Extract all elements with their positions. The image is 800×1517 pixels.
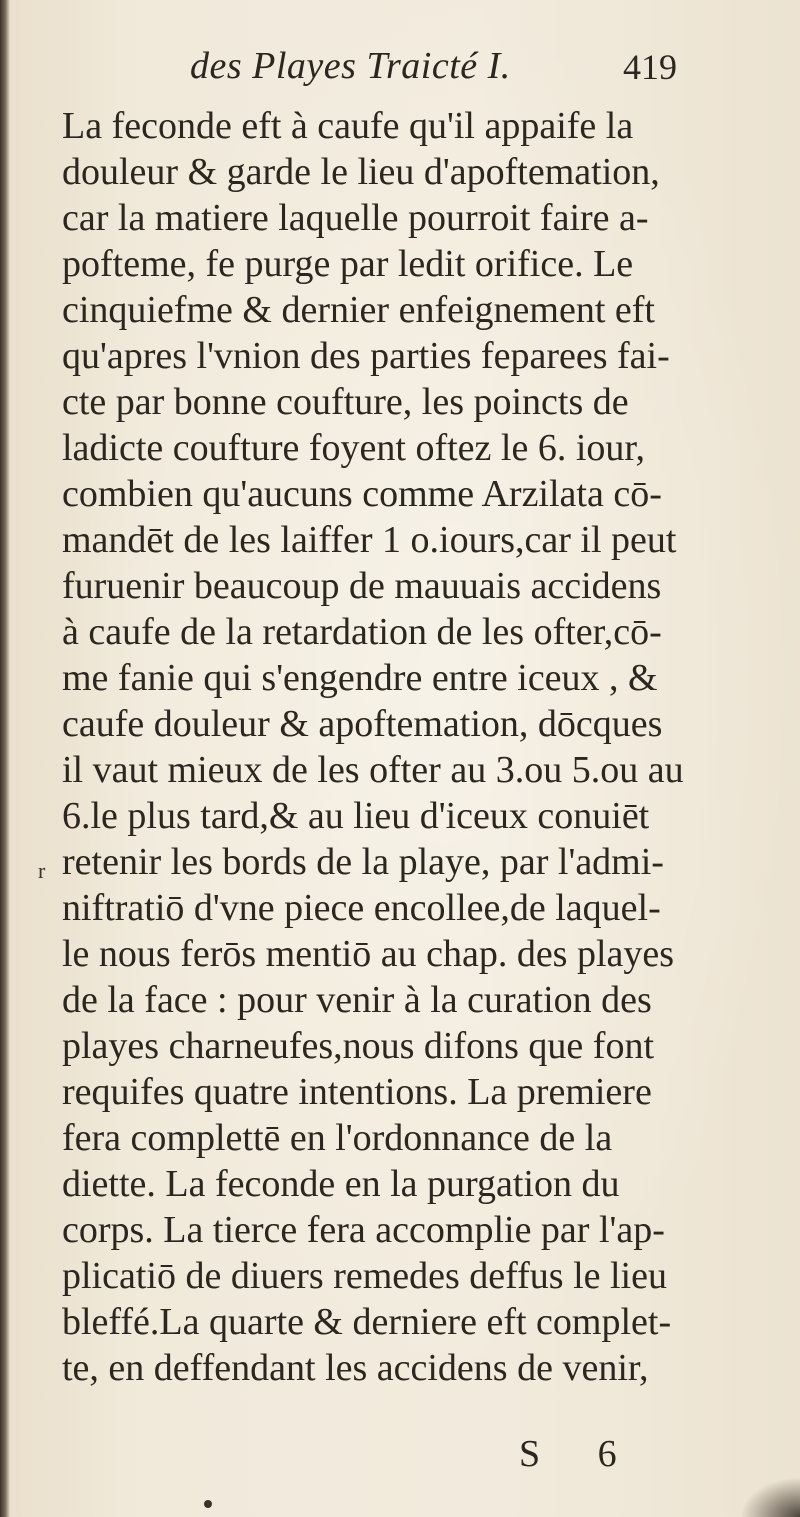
text-line: le nous ferōs mentiō au chap. des playes bbox=[62, 933, 675, 975]
text-line: qu'apres l'vnion des parties feparees fai- bbox=[62, 335, 670, 377]
text-line: combien qu'aucuns comme Arzilata cō- bbox=[62, 473, 662, 515]
text-line: La feconde eft à caufe qu'il appaife la bbox=[62, 105, 634, 147]
text-line: cinquiefme & dernier enfeignement eft bbox=[62, 289, 655, 331]
text-line: plicatiō de diuers remedes deffus le lieu bbox=[62, 1255, 667, 1297]
text-line: furuenir beaucoup de mauuais accidens bbox=[62, 565, 662, 607]
page-corner-shadow bbox=[740, 1477, 800, 1517]
running-head bbox=[190, 40, 690, 90]
text-line: fera complettē en l'ordonnance de la bbox=[62, 1117, 613, 1159]
text-line: à caufe de la retardation de les ofter,cō- bbox=[62, 611, 662, 653]
text-line: niftratiō d'vne piece encollee,de laquel- bbox=[62, 887, 661, 929]
text-line: requifes quatre intentions. La premiere bbox=[62, 1071, 652, 1113]
text-line: caufe douleur & apoftemation, dōcques bbox=[62, 703, 663, 745]
text-line: cte par bonne coufture, les poincts de bbox=[62, 381, 629, 423]
running-head-title: des Playes Traicté I. bbox=[190, 45, 511, 87]
text-line: corps. La tierce fera accomplie par l'ap- bbox=[62, 1209, 665, 1251]
margin-mark: r bbox=[38, 858, 46, 883]
text-line: te, en deffendant les accidens de venir, bbox=[62, 1347, 649, 1389]
text-line: retenir les bords de la playe, par l'admi- bbox=[62, 841, 664, 883]
text-line: mandēt de les laiffer 1 o.iours,car il peut bbox=[62, 519, 677, 561]
signature-mark: S 6 bbox=[519, 1433, 641, 1475]
text-line: diette. La feconde en la purgation du bbox=[62, 1163, 620, 1205]
ink-spot bbox=[204, 1500, 212, 1508]
text-line: playes charneufes,nous difons que font bbox=[62, 1025, 655, 1067]
text-line: il vaut mieux de les ofter au 3.ou 5.ou au bbox=[62, 749, 684, 791]
text-line: me fanie qui s'engendre entre iceux , & bbox=[62, 657, 658, 699]
text-line: douleur & garde le lieu d'apoftemation, bbox=[62, 151, 660, 193]
text-line: car la matiere laquelle pourroit faire a- bbox=[62, 197, 649, 239]
text-line: 6.le plus tard,& au lieu d'iceux conuiēt bbox=[62, 795, 650, 837]
page-number: 419 bbox=[623, 47, 677, 87]
text-line: ladicte coufture foyent oftez le 6. iour, bbox=[62, 427, 646, 469]
text-line: de la face : pour venir à la curation des bbox=[62, 979, 652, 1021]
text-line: bleffé.La quarte & derniere eft complet- bbox=[62, 1301, 672, 1343]
binding-edge bbox=[0, 0, 10, 1517]
text-line: pofteme, fe purge par ledit orifice. Le bbox=[62, 243, 634, 285]
